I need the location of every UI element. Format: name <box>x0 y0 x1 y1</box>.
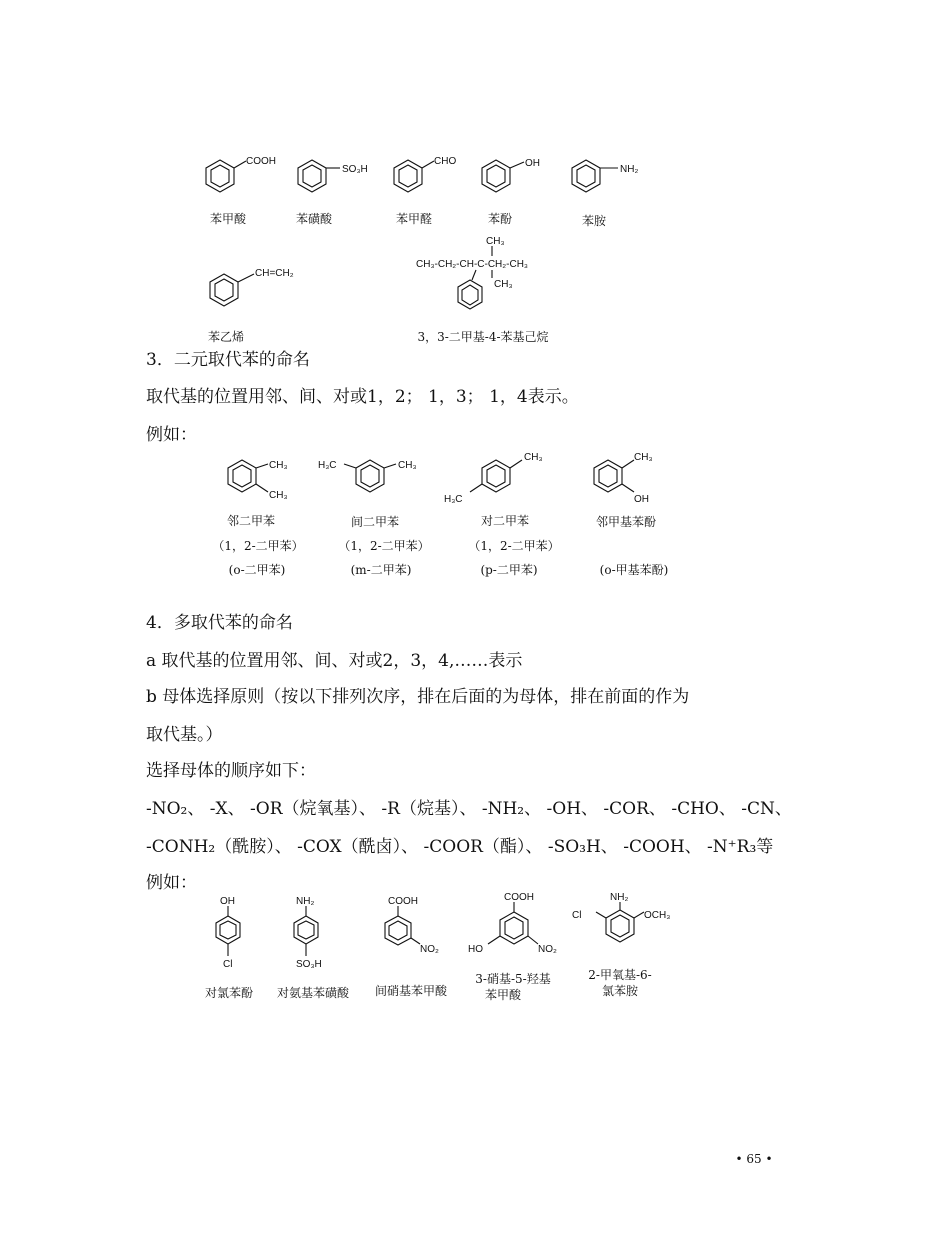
p-xylene-structure <box>444 448 564 510</box>
o-xylene-number-name: （1，2-二甲苯） <box>212 539 304 553</box>
svg-text:NH₂: NH₂ <box>296 896 315 907</box>
p-xylene-prefix-name: (p-二甲苯) <box>480 563 538 577</box>
section4-rule-b-line1: b 母体选择原则（按以下排列次序，排在后面的为母体，排在前面的作为 <box>146 687 690 707</box>
svg-text:H₃C: H₃C <box>318 460 337 471</box>
svg-text:SO₃H: SO₃H <box>296 959 322 970</box>
svg-text:Cl: Cl <box>572 910 582 921</box>
benzenesulfonic-acid-name: 苯磺酸 <box>295 212 332 226</box>
section3-heading: 3．二元取代苯的命名 <box>146 350 310 370</box>
svg-text:SO₃H: SO₃H <box>342 164 368 175</box>
m-xylene-number-name: （1，2-二甲苯） <box>338 539 430 553</box>
svg-text:CHO: CHO <box>434 156 457 167</box>
methoxy-chloroaniline-name-line1: 2-甲氧基-6- <box>588 968 652 982</box>
methoxy-chloroaniline-name-line2: 氯苯胺 <box>601 984 638 998</box>
section4-rule-b-line2: 取代基。） <box>146 725 223 745</box>
svg-text:NH₂: NH₂ <box>620 164 639 175</box>
svg-text:NO₂: NO₂ <box>538 944 557 955</box>
phenol-structure <box>472 150 572 206</box>
svg-text:CH₃-CH₂-CH-C-CH₂-CH₃: CH₃-CH₂-CH-C-CH₂-CH₃ <box>416 259 528 270</box>
section4-heading: 4．多取代苯的命名 <box>146 613 293 633</box>
section4-rule-a: a 取代基的位置用邻、间、对或2，3，4,……表示 <box>146 651 523 671</box>
styrene-structure <box>198 262 318 318</box>
m-xylene-structure <box>318 452 438 508</box>
svg-text:COOH: COOH <box>504 892 534 903</box>
svg-text:CH₃: CH₃ <box>494 279 513 290</box>
svg-text:CH=CH₂: CH=CH₂ <box>255 268 294 279</box>
p-chlorophenol-structure <box>200 892 260 982</box>
svg-text:NO₂: NO₂ <box>420 944 439 955</box>
m-nitrobenzoic-acid-structure <box>370 892 450 962</box>
phenol-name: 苯酚 <box>487 212 512 226</box>
benzoic-acid-name: 苯甲酸 <box>209 212 246 226</box>
nitro-hydroxybenzoic-acid-name-line1: 3-硝基-5-羟基 <box>475 972 551 986</box>
p-chlorophenol-name: 对氯苯酚 <box>204 986 253 1000</box>
svg-text:OH: OH <box>634 494 649 505</box>
methoxy-chloroaniline-structure <box>568 888 678 958</box>
svg-text:H₃C: H₃C <box>444 494 463 505</box>
p-xylene-number-name: （1，2-二甲苯） <box>468 539 560 553</box>
section4-order-intro: 选择母体的顺序如下： <box>146 761 316 781</box>
o-xylene-prefix-name: (o-二甲苯) <box>228 563 286 577</box>
svg-text:COOH: COOH <box>246 156 276 167</box>
svg-text:OCH₃: OCH₃ <box>644 910 671 921</box>
svg-text:CH₃: CH₃ <box>269 460 288 471</box>
aniline-structure <box>562 150 662 206</box>
svg-text:CH₃: CH₃ <box>398 460 417 471</box>
sulfanilic-acid-structure <box>278 892 338 982</box>
m-nitrobenzoic-acid-name: 间硝基苯甲酸 <box>374 984 447 998</box>
o-xylene-structure <box>216 452 316 508</box>
styrene-name: 苯乙烯 <box>207 330 244 344</box>
svg-text:CH₃: CH₃ <box>269 490 288 501</box>
section4-example-label: 例如： <box>146 873 197 893</box>
aniline-name: 苯胺 <box>581 214 606 228</box>
benzoic-acid-structure <box>196 150 296 206</box>
m-xylene-name: 间二甲苯 <box>350 515 399 529</box>
nitro-hydroxybenzoic-acid-name-line2: 苯甲酸 <box>484 988 521 1002</box>
svg-text:Cl: Cl <box>223 959 233 970</box>
benzaldehyde-structure <box>384 150 484 206</box>
svg-text:CH₃: CH₃ <box>486 236 505 247</box>
benzaldehyde-name: 苯甲醛 <box>395 212 432 226</box>
o-cresol-prefix-name: (o-甲基苯酚) <box>599 563 669 577</box>
section4-order-line1: -NO₂、 -X、 -OR（烷氧基）、 -R（烷基）、 -NH₂、 -OH、 -COR、 -CHO、 -CN、 <box>146 799 792 819</box>
svg-text:OH: OH <box>525 158 540 169</box>
benzenesulfonic-acid-structure <box>288 150 388 206</box>
svg-text:OH: OH <box>220 896 235 907</box>
o-cresol-name: 邻甲基苯酚 <box>595 515 656 529</box>
page-number: • 65 • <box>735 1152 773 1166</box>
section3-text: 取代基的位置用邻、间、对或1，2； 1，3； 1，4表示。 <box>146 387 579 407</box>
svg-text:NH₂: NH₂ <box>610 892 629 903</box>
o-xylene-name: 邻二甲苯 <box>226 514 275 528</box>
nitro-hydroxybenzoic-acid-structure <box>462 888 572 963</box>
svg-text:CH₃: CH₃ <box>634 452 653 463</box>
section4-order-line2: -CONH₂（酰胺）、 -COX（酰卤）、 -COOR（酯）、 -SO₃H、 -COOH、 -N⁺R₃等 <box>146 837 774 857</box>
dimethyl-phenylhexane-structure <box>412 232 572 322</box>
svg-text:HO: HO <box>468 944 483 955</box>
section3-example-label: 例如： <box>146 425 197 445</box>
p-xylene-name: 对二甲苯 <box>480 514 529 528</box>
svg-text:COOH: COOH <box>388 896 418 907</box>
o-cresol-structure <box>584 448 684 510</box>
dimethyl-phenylhexane-name: 3，3-二甲基-4-苯基己烷 <box>417 330 549 344</box>
m-xylene-prefix-name: (m-二甲苯) <box>350 563 412 577</box>
svg-text:CH₃: CH₃ <box>524 452 543 463</box>
sulfanilic-acid-name: 对氨基苯磺酸 <box>276 986 349 1000</box>
